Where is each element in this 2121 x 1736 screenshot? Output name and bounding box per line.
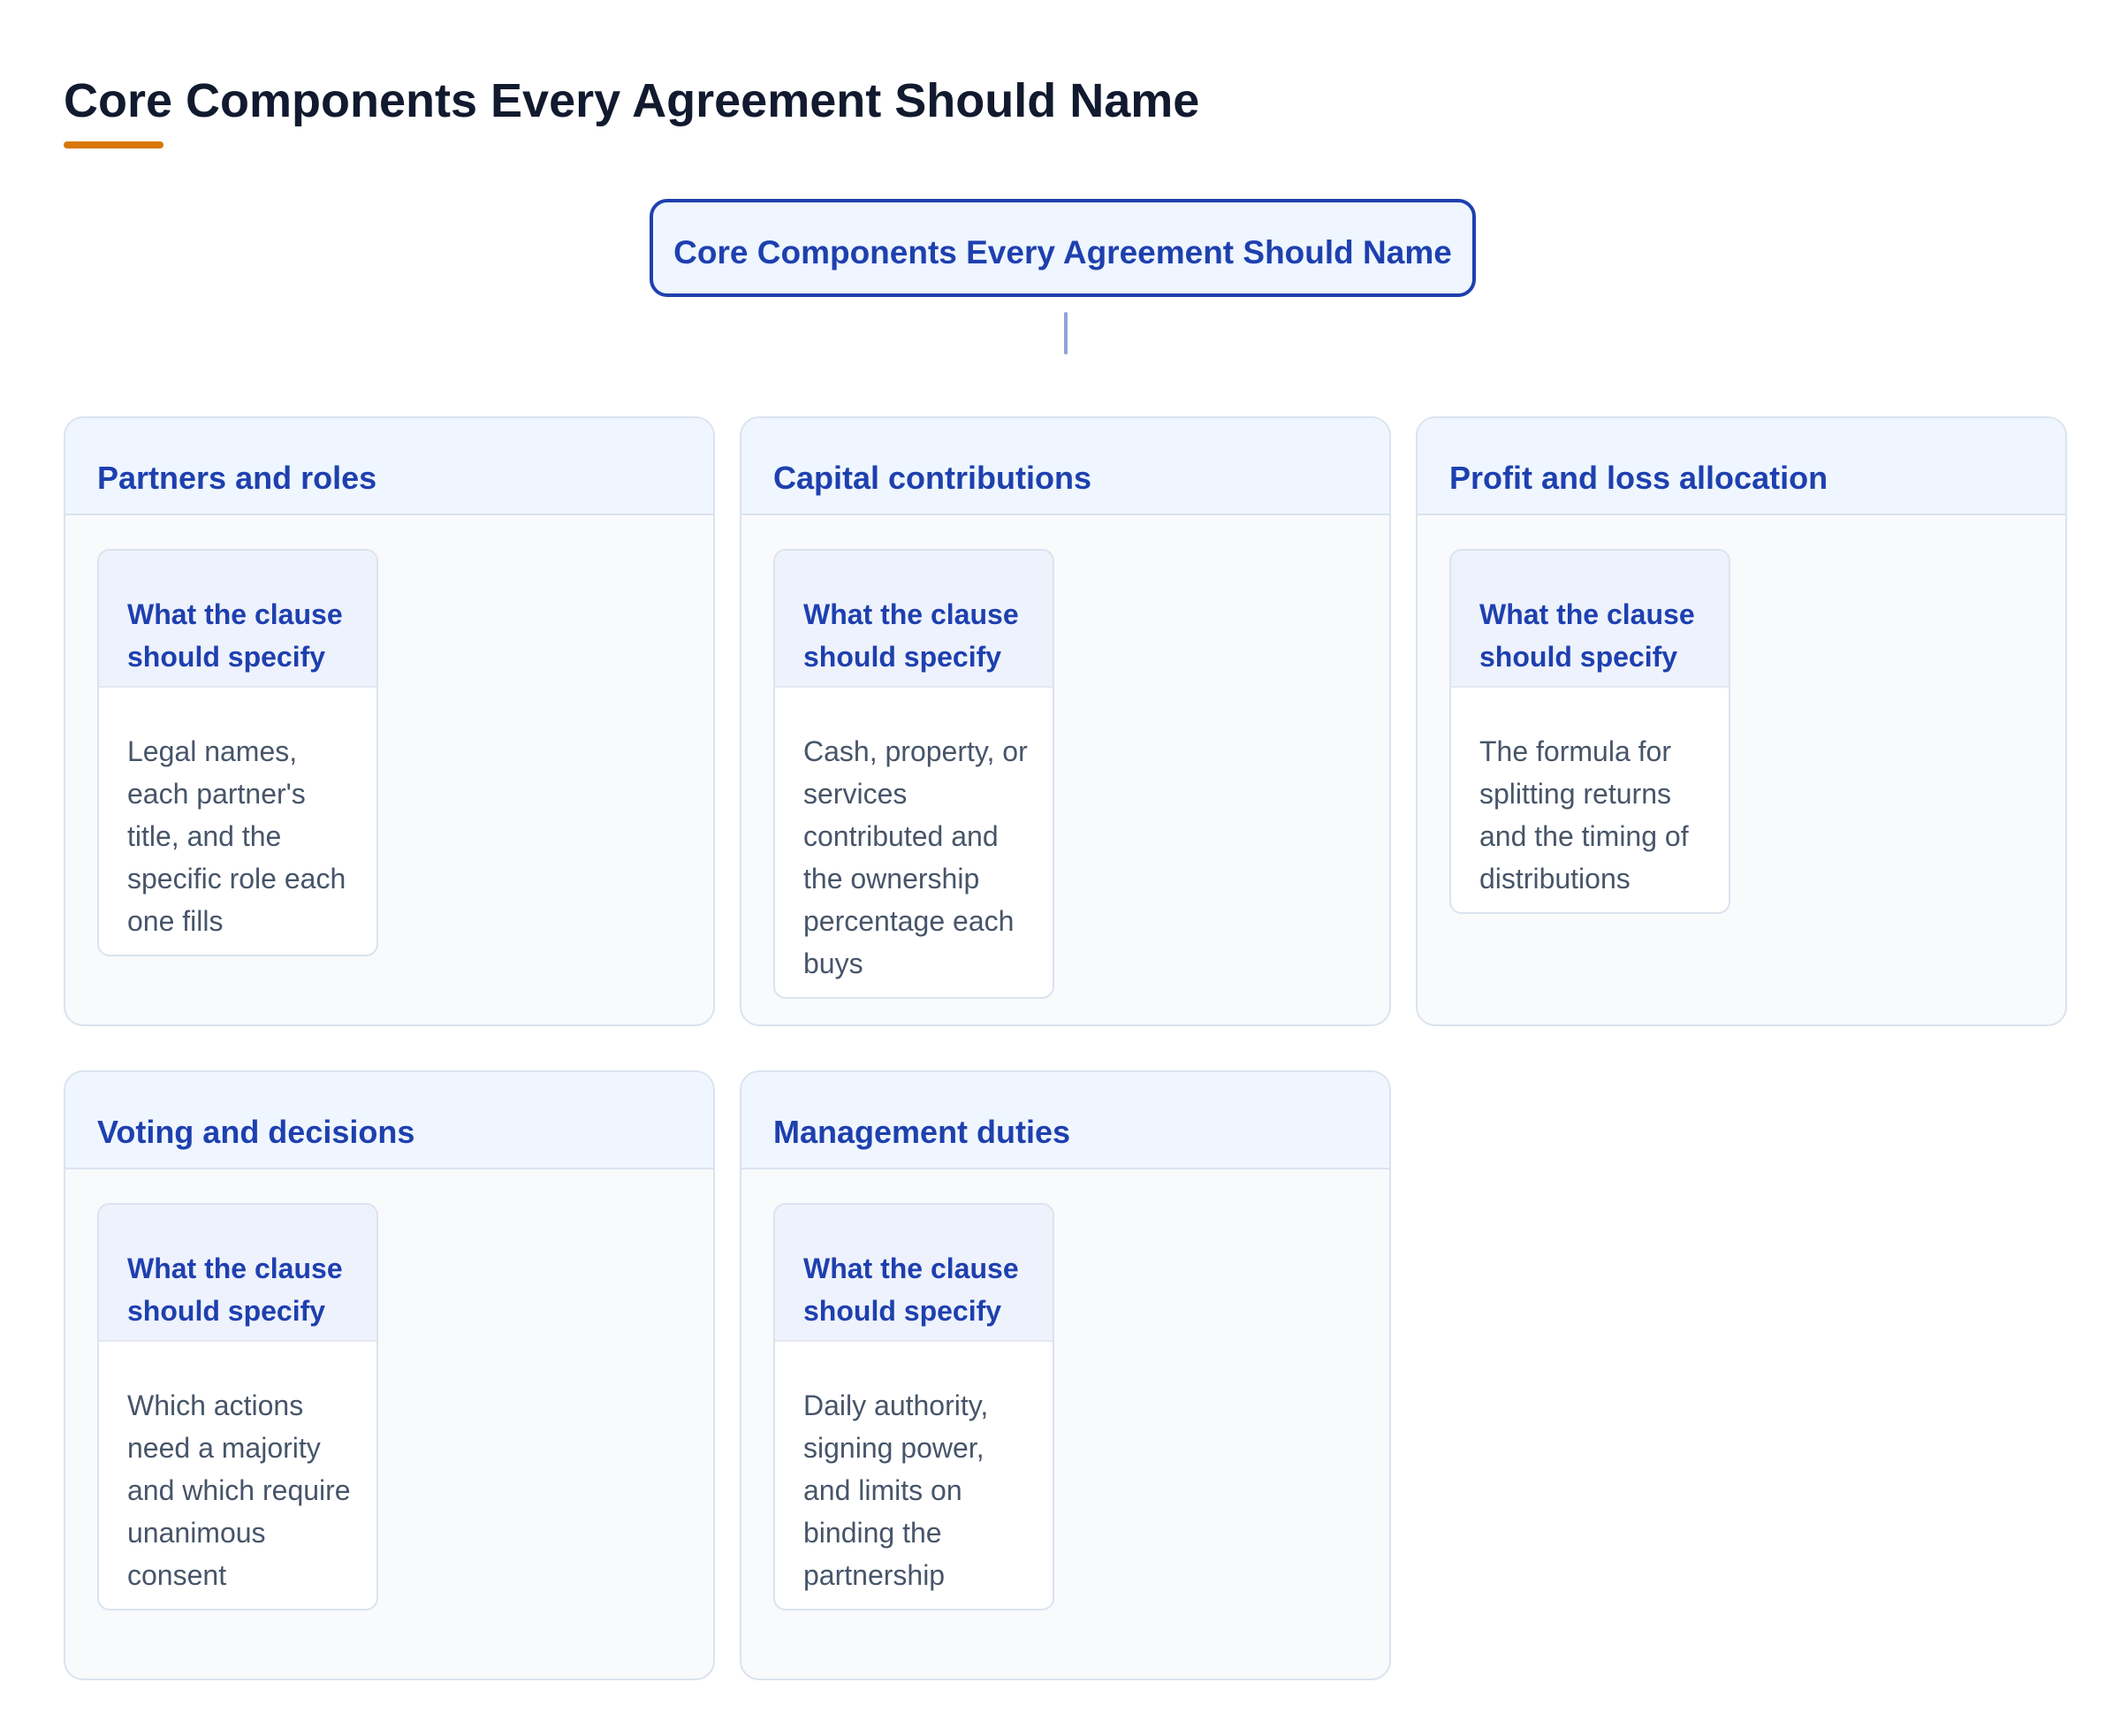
page-title: Core Components Every Agreement Should Name	[64, 74, 1200, 127]
leaf-heading: What the clause should specify	[127, 598, 343, 673]
leaf-text: Legal names, each partner's title, and the specific role each one fills	[127, 735, 346, 937]
branch-card-profit-and-loss-allocation	[1416, 416, 2067, 1026]
leaf-heading: What the clause should specify	[127, 1253, 343, 1327]
leaf-card	[773, 1203, 1054, 1610]
branch-card-capital-contributions	[740, 416, 1391, 1026]
leaf-heading: What the clause should specify	[1479, 598, 1695, 673]
leaf-card	[97, 1203, 378, 1610]
title-underline	[64, 141, 163, 148]
branch-title: Partners and roles	[97, 460, 377, 496]
branch-header	[65, 418, 713, 515]
branch-title: Profit and loss allocation	[1449, 460, 1828, 496]
root-node-label: Core Components Every Agreement Should Name	[673, 233, 1452, 270]
branch-header	[1418, 418, 2065, 515]
branch-header	[741, 418, 1389, 515]
branch-header	[65, 1072, 713, 1169]
leaf-card	[1449, 549, 1730, 914]
leaf-heading: What the clause should specify	[803, 598, 1019, 673]
branch-card-management-duties	[740, 1070, 1391, 1680]
root-connector-line	[1064, 312, 1068, 354]
leaf-card	[97, 549, 378, 956]
leaf-header	[99, 551, 376, 688]
branch-card-partners-and-roles	[64, 416, 715, 1026]
branch-title: Voting and decisions	[97, 1114, 415, 1150]
leaf-heading: What the clause should specify	[803, 1253, 1019, 1327]
leaf-header	[1451, 551, 1729, 688]
leaf-card	[773, 549, 1054, 999]
leaf-text: The formula for splitting returns and the timing of distributions	[1479, 735, 1689, 895]
leaf-header	[99, 1205, 376, 1342]
branch-title: Management duties	[773, 1114, 1071, 1150]
leaf-text: Which actions need a majority and which require unanimous consent	[127, 1390, 351, 1591]
leaf-text: Daily authority, signing power, and limits on binding the partnership	[803, 1390, 989, 1591]
leaf-text: Cash, property, or services contributed and the ownership percentage each buys	[803, 735, 1028, 979]
branch-title: Capital contributions	[773, 460, 1091, 496]
leaf-header	[775, 551, 1053, 688]
branch-header	[741, 1072, 1389, 1169]
branch-card-voting-and-decisions	[64, 1070, 715, 1680]
leaf-header	[775, 1205, 1053, 1342]
root-node	[650, 199, 1476, 297]
